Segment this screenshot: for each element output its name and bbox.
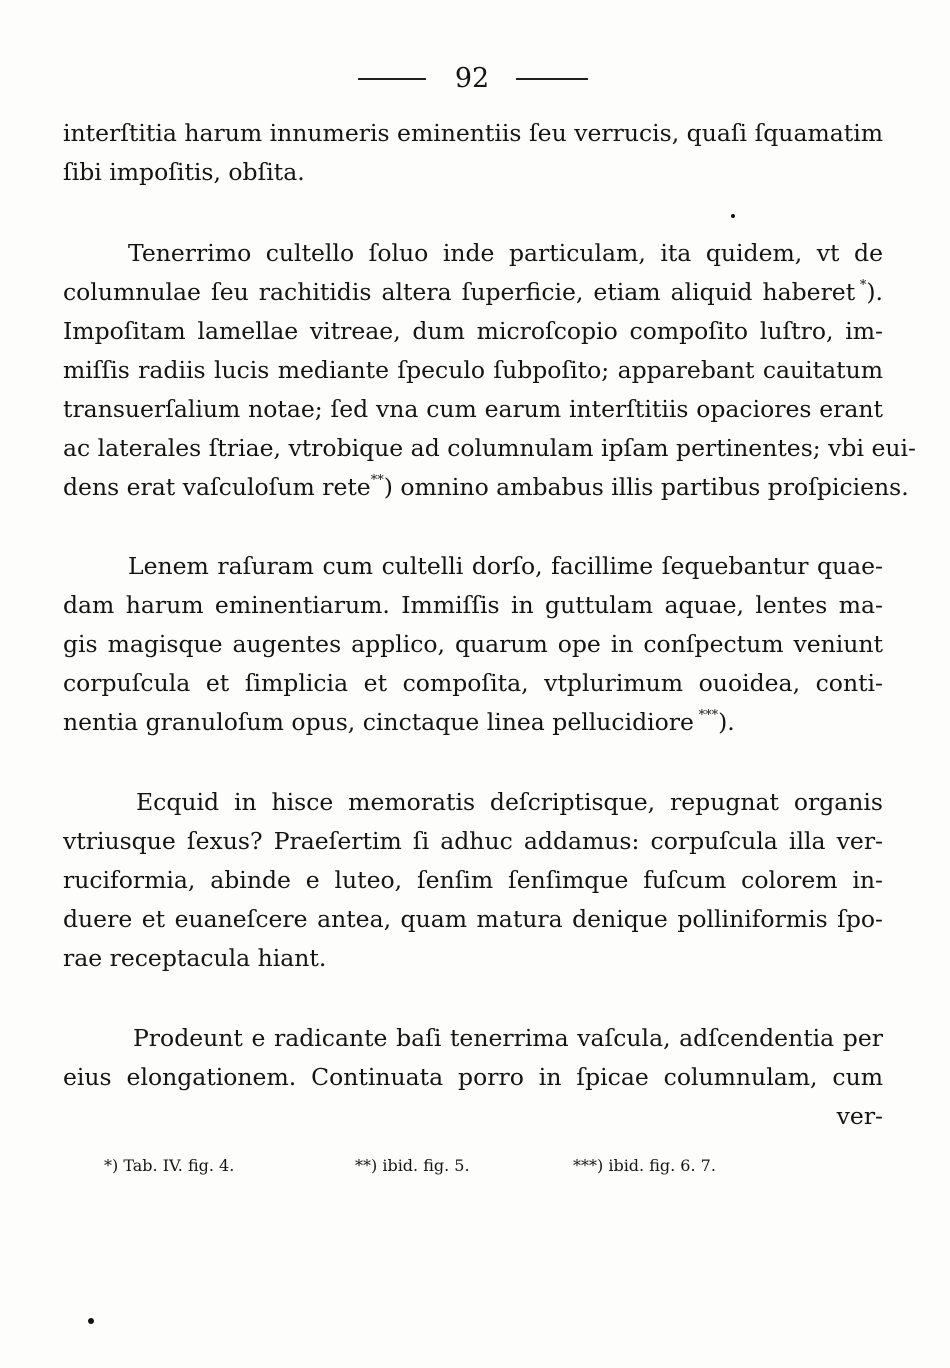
page-header <box>0 62 950 96</box>
text-line: ſibi impoſitis, obſita. <box>63 158 305 186</box>
header-rule-right <box>516 78 588 80</box>
page-number: 92 <box>454 63 490 94</box>
line-text: ) <box>383 473 393 501</box>
text-line: Tenerrimo cultello ſoluo inde particulam, ita quidem, vt de <box>128 239 883 267</box>
text-line: rae receptacula hiant. <box>63 944 327 972</box>
catchword: ver- <box>836 1102 883 1130</box>
text-line <box>63 472 909 502</box>
footnote-1: *) Tab. IV. fig. 4. <box>104 1156 235 1175</box>
text-line: gis magisque augentes applico, quarum ope in conſpectum veniunt <box>63 630 883 658</box>
ink-speck <box>88 1318 94 1324</box>
text-line: transuerſalium notae; ſed vna cum earum interſtitiis opaciores erant <box>63 395 883 423</box>
ink-speck <box>731 214 735 218</box>
text-line: ruciformia, abinde e luteo, ſenſim ſenſimque fuſcum colorem in- <box>63 866 883 894</box>
footnote-2: **) ibid. fig. 5. <box>355 1156 470 1175</box>
footnote-marker: ** <box>370 473 384 489</box>
text-line: ac laterales ſtriae, vtrobique ad columnulam ipſam pertinentes; vbi eui- <box>63 434 916 462</box>
text-line: interſtitia harum innumeris eminentiis ſeu verrucis, quaſi ſquamatim <box>63 119 883 147</box>
line-text: dens erat vaſculoſum rete <box>63 473 371 501</box>
text-line: corpuſcula et ſimplicia et compoſita, vtplurimum ouoidea, conti- <box>63 669 883 697</box>
header-rule-left <box>358 78 426 80</box>
text-line: Prodeunt e radicante baſi tenerrima vaſcula, adſcendentia per <box>133 1024 883 1052</box>
text-line: duere et euaneſcere antea, quam matura denique polliniformis ſpo- <box>63 905 883 933</box>
line-text: nentia granuloſum opus, cinctaque linea pellucidiore <box>63 708 694 736</box>
line-text: columnulae ſeu rachitidis altera ſuperficie, etiam aliquid haberet <box>63 278 856 306</box>
text-line: miſſis radiis lucis mediante ſpeculo ſubpoſito; apparebant cauitatum <box>63 356 883 384</box>
text-line: Ecquid in hisce memoratis deſcriptisque, repugnat organis <box>136 788 883 816</box>
footnotes <box>0 1151 950 1181</box>
text-line: dam harum eminentiarum. Immiſſis in guttulam aquae, lentes ma- <box>63 591 883 619</box>
footnote-3: ***) ibid. fig. 6. 7. <box>573 1156 716 1175</box>
line-text: ). <box>718 708 735 736</box>
footnote-marker: *** <box>698 708 719 724</box>
text-line: Impoſitam lamellae vitreae, dum microſcopio compoſito luſtro, im- <box>63 317 883 345</box>
footnote-marker: * <box>859 278 867 294</box>
text-line <box>63 707 883 737</box>
text-line: vtriusque ſexus? Praeſertim ſi adhuc addamus: corpuſcula illa ver- <box>63 827 883 855</box>
text-line <box>63 277 883 307</box>
text-line: Lenem raſuram cum cultelli dorſo, facillime ſequebantur quae- <box>128 552 883 580</box>
line-text: ). <box>866 278 883 306</box>
line-text: omnino ambabus illis partibus proſpiciens. <box>392 473 909 501</box>
text-line: eius elongationem. Continuata porro in ſpicae columnulam, cum <box>63 1063 883 1091</box>
